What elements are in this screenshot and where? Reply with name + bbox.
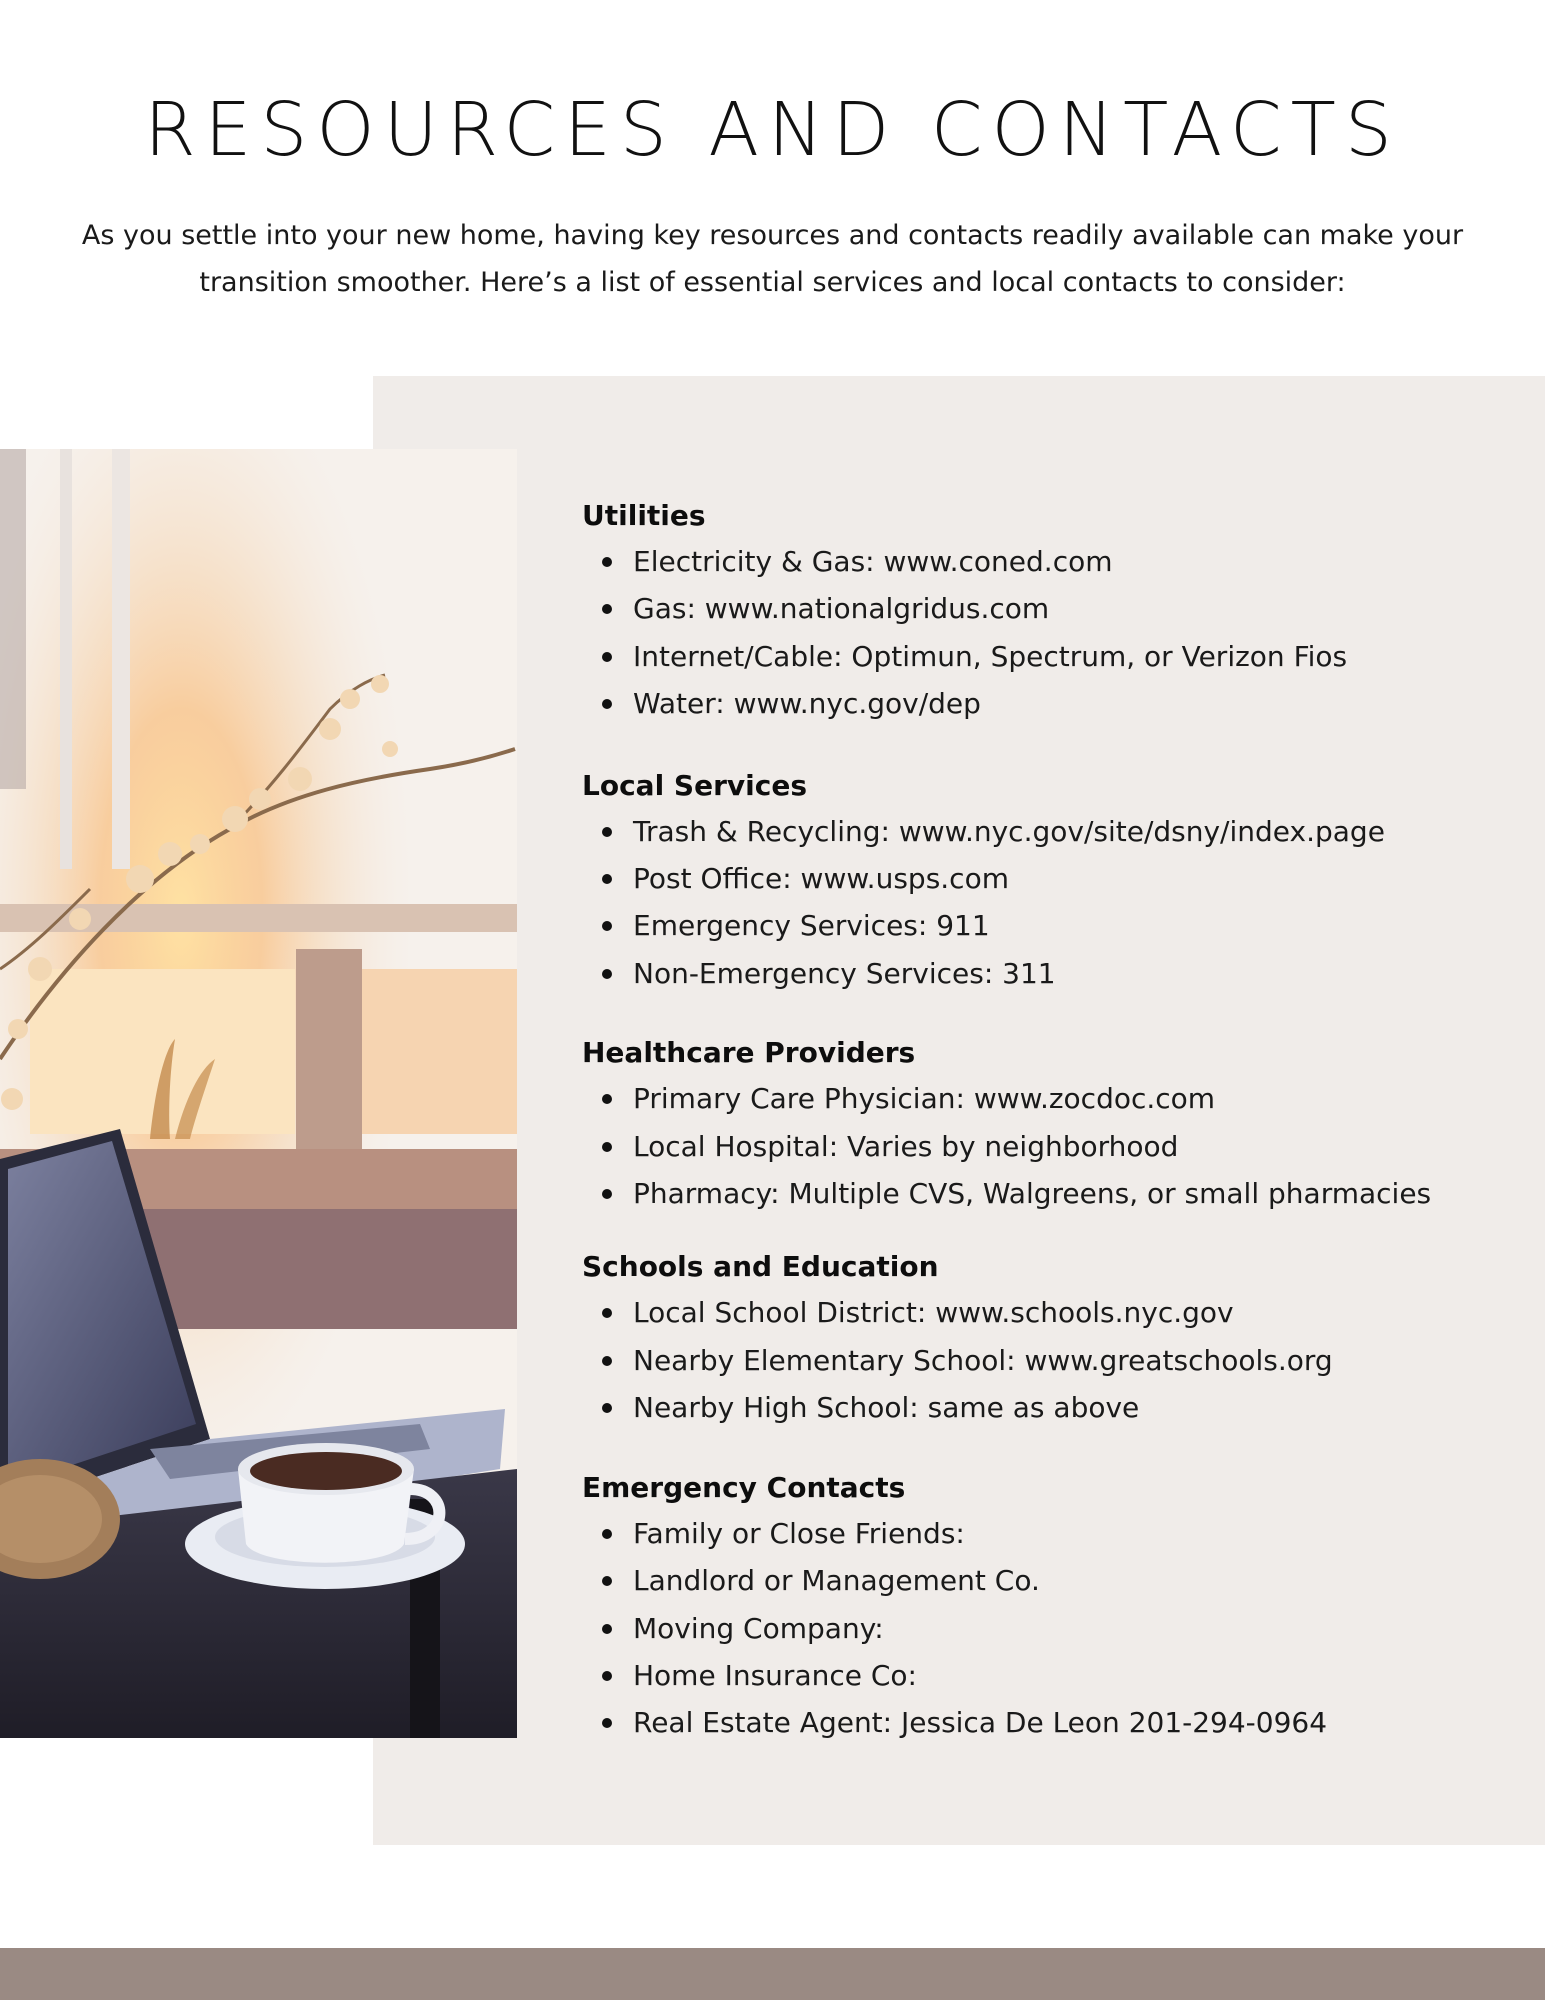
bullet-icon [602, 1718, 612, 1728]
section-heading: Healthcare Providers [582, 1036, 916, 1070]
list-item: Water: www.nyc.gov/dep [582, 680, 1482, 727]
bullet-icon [602, 1624, 612, 1634]
section-emergency-contacts [582, 1466, 1482, 1747]
bullet-icon [602, 1142, 612, 1152]
bullet-icon [602, 1356, 612, 1366]
bullet-icon [602, 1529, 612, 1539]
section-heading: Emergency Contacts [582, 1470, 906, 1504]
list-item: Internet/Cable: Optimun, Spectrum, or Verizon Fios [582, 633, 1482, 680]
list-item: Gas: www.nationalgridus.com [582, 585, 1482, 632]
list-item: Local School District: www.schools.nyc.gov [582, 1289, 1482, 1336]
bullet-icon [602, 969, 612, 979]
list-item: Non-Emergency Services: 311 [582, 950, 1482, 997]
bullet-icon [602, 1576, 612, 1586]
bullet-icon [602, 1403, 612, 1413]
section-schools-and-education [582, 1245, 1482, 1431]
bullet-icon [602, 1094, 612, 1104]
bullet-icon [602, 1189, 612, 1199]
list-item: Local Hospital: Varies by neighborhood [582, 1123, 1482, 1170]
resources-list [582, 494, 1482, 1747]
intro-paragraph: As you settle into your new home, having key resources and contacts readily available can make your transition smoother. Here’s a list of essential services and local contacts to consider: [81, 220, 1464, 298]
list-item: Primary Care Physician: www.zocdoc.com [582, 1075, 1482, 1122]
list-item: Emergency Services: 911 [582, 902, 1482, 949]
list-item: Pharmacy: Multiple CVS, Walgreens, or small pharmacies [582, 1170, 1482, 1217]
bullet-icon [602, 1308, 612, 1318]
section-heading: Utilities [582, 499, 706, 532]
bullet-icon [602, 1671, 612, 1681]
list-item: Family or Close Friends: [582, 1510, 1482, 1557]
section-utilities [582, 494, 1482, 728]
bullet-icon [602, 557, 612, 567]
page-title: RESOURCES AND CONTACTS [144, 87, 1401, 173]
list-item: Nearby High School: same as above [582, 1384, 1482, 1431]
list-item: Landlord or Management Co. [582, 1557, 1482, 1604]
bullet-icon [602, 827, 612, 837]
section-heading: Local Services [582, 768, 807, 802]
list-item: Trash & Recycling: www.nyc.gov/site/dsny/index.page [582, 808, 1482, 855]
section-healthcare-providers [582, 1031, 1482, 1217]
list-item: Electricity & Gas: www.coned.com [582, 538, 1482, 585]
footer-bar [0, 1948, 1545, 2000]
list-item: Home Insurance Co: [582, 1652, 1482, 1699]
bullet-icon [602, 921, 612, 931]
list-item: Nearby Elementary School: www.greatschools.org [582, 1337, 1482, 1384]
list-item: Moving Company: [582, 1605, 1482, 1652]
bullet-icon [602, 652, 612, 662]
bullet-icon [602, 699, 612, 709]
section-local-services [582, 764, 1482, 998]
bullet-icon [602, 874, 612, 884]
bullet-icon [602, 604, 612, 614]
list-item: Real Estate Agent: Jessica De Leon 201-294-0964 [582, 1699, 1482, 1746]
list-item: Post Office: www.usps.com [582, 855, 1482, 902]
section-heading: Schools and Education [582, 1250, 939, 1284]
workspace-photo [0, 449, 517, 1738]
